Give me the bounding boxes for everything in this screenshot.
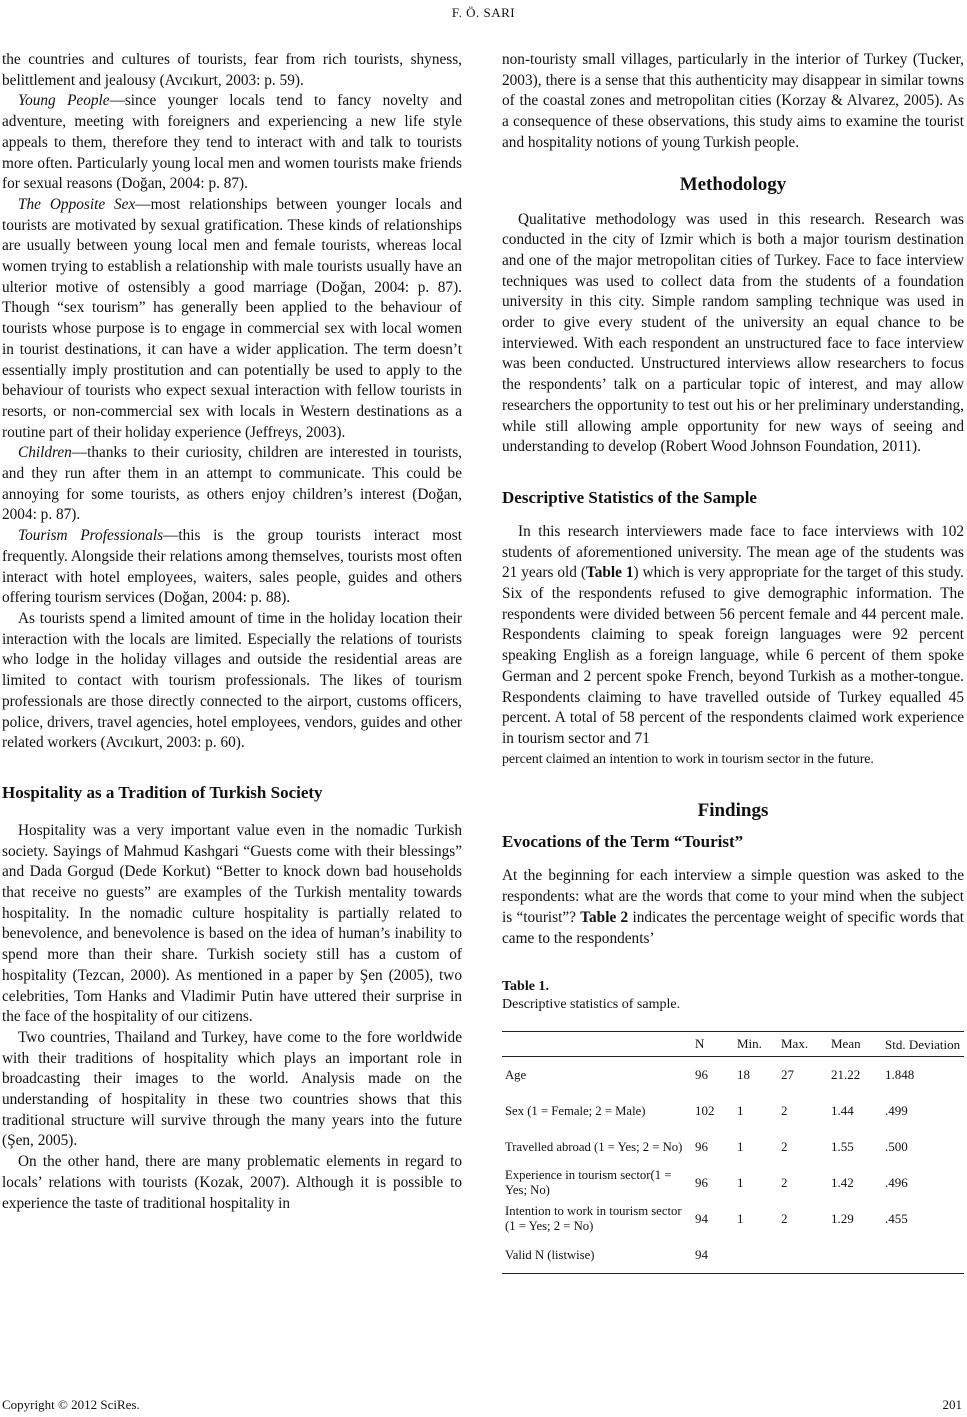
cell-max: 2	[781, 1211, 788, 1227]
paragraph-hospitality-2: Two countries, Thailand and Turkey, have come to the fore worldwide with their traditions of hospitality which plays an important role in broadcasting their images to the world. Analysis made on the understanding of hospitality in these two countries shows that this traditional structure will survive through the many years into the future (Şen, 2005).	[2, 1028, 462, 1150]
cell-n: 102	[695, 1103, 715, 1119]
paragraph-continued: non-touristy small villages, particularly in the interior of Turkey (Tucker, 2003), there is a sense that this authenticity may disappear in similar towns of the coastal zones and metropolitan cities (Korzay & Alvarez, 2005). As a consequence of these observations, this study aims to examine the tourist and hospitality notions of young Turkish people.	[502, 51, 964, 151]
table-row	[502, 1093, 964, 1129]
term-children: Children	[18, 444, 72, 462]
cell-sd: .499	[885, 1103, 908, 1119]
cell-sd: .500	[885, 1139, 908, 1155]
cell-n: 94	[692, 1237, 734, 1274]
paragraph-young-people	[2, 91, 462, 195]
findings-text-a: At the beginning for each interview a simple question was asked to the respondents: what are the words that come to your mind when the subject is “tourist”?	[502, 867, 964, 926]
cell-min: 18	[737, 1067, 750, 1083]
opposite-sex-text: —most relationships between younger locals and tourists are motivated by sexual gratification. These kinds of relationships are usually between young local men and female tourists, whereas local women trying to establish a relationship with male tourists usually have an ulterior motive of ostensibly a good marriage (Doğan, 2004: p. 87). Though “sex tourism” has generally been applied to the behaviour of tourists whose purpose is to engage in commercial sex with local women in tourist destinations, it can have a wider application. The term doesn’t essentially imply prostitution and can potentially be used to apply to the behaviour of tourists who expect sexual interaction with fellow tourists in resorts, or non-commercial sex with locals in Western destinations as a routine part of their holiday experience (Jeffreys, 2003).	[2, 195, 462, 441]
cell-max	[778, 1237, 828, 1274]
paragraph-descriptive	[502, 522, 964, 750]
left-column	[2, 50, 462, 1214]
cell-mean: 1.29	[831, 1211, 854, 1227]
descriptive-text-b: ) which is very appropriate for the target of this study. Six of the respondents refused to give demographic information. The respondents were divided between 56 percent female and 44 percent male. Respondents claiming to speak foreign languages were 92 percent speaking English as a foreign language, while 6 percent of them spoke German and 2 percent spoke French, beyond Turkish as a mother-tongue. Respondents claiming to have travelled outside of Turkey equalled 45 percent. A total of 58 percent of the respondents claimed work experience in tourism sector and 71	[502, 564, 965, 747]
page-number: 201	[942, 1397, 962, 1412]
table-header-std-deviation: Std. Deviation	[882, 1032, 964, 1057]
cell-min: 1	[737, 1175, 744, 1191]
cell-n: 94	[695, 1211, 708, 1227]
row-label: Sex (1 = Female; 2 = Male)	[505, 1103, 646, 1118]
cell-min: 1	[737, 1211, 744, 1227]
subsection-heading-evocations: Evocations of the Term “Tourist”	[502, 832, 744, 852]
term-tourism-professionals: Tourism Professionals	[18, 527, 164, 545]
row-label: Experience in tourism sector(1 = Yes; No)	[505, 1168, 672, 1198]
section-heading-findings: Findings	[697, 800, 769, 822]
paragraph-opposite-sex	[2, 195, 462, 443]
paragraph-intro: the countries and cultures of tourists, fear from rich tourists, shyness, belittlement and jealousy (Avcıkurt, 2003: p. 59).	[2, 51, 462, 89]
cell-max: 2	[781, 1139, 788, 1155]
cell-max: 27	[781, 1067, 794, 1083]
paragraph-limited-time: As tourists spend a limited amount of time in the holiday location their interaction with the locals are limited. Especially the relations of tourists who lodge in the holiday villages and outside the residential areas are limited to contact with tourism professionals. The likes of tourism professionals are those directly connected to the airport, customs officers, police, drivers, travel agencies, hotel employees, vendors, guides and other related workers (Avcıkurt, 2003: p. 60).	[2, 609, 462, 752]
paragraph-tourism-professionals	[2, 526, 462, 609]
table-row	[502, 1129, 964, 1165]
paragraph-hospitality-1: Hospitality was a very important value even in the nomadic Turkish society. Sayings of Mahmud Kashgari “Guests come with their blessings” and Dada Gorgud (Dede Korkut) “Better to knock down bad households that receive no guests” are examples of the Turkish mentality towards hospitality. In the nomadic culture hospitality is partially related to benevolence, and benevolence is based on the idea of human’s inability to spend more than their share. Turkish society still has a custom of hospitality (Tezcan, 2000). As mentioned in a paper by Şen (2005), two celebrities, Tom Hanks and Vladimir Putin have uttered their surprise in the face of the hospitality of our citizens.	[2, 821, 462, 1026]
descriptive-text-a: In this research interviewers made face to face interviews with 102 students of aforementioned university. The mean age of the students was 21 years old (	[502, 522, 964, 582]
row-label: Age	[505, 1067, 527, 1082]
section-heading-descriptive: Descriptive Statistics of the Sample	[502, 487, 757, 507]
cell-min	[734, 1237, 778, 1274]
table-header-row	[502, 1032, 964, 1057]
cell-sd: .496	[885, 1175, 908, 1191]
cell-sd	[882, 1237, 964, 1274]
table-header-min: Min.	[734, 1032, 778, 1057]
cell-sd: .455	[885, 1211, 908, 1227]
cell-mean: 1.55	[831, 1139, 854, 1155]
findings-text-b: indicates the percentage weight of specific words that came to the respondents’	[502, 908, 964, 947]
row-label: Travelled abroad (1 = Yes; 2 = No)	[505, 1139, 683, 1154]
cell-min: 1	[737, 1103, 744, 1119]
cell-mean: 1.42	[831, 1175, 854, 1191]
paragraph-descriptive-last: percent claimed an intention to work in tourism sector in the future.	[502, 751, 874, 767]
children-text: —thanks to their curiosity, children are interested in tourists, and they run after them in an attempt to communicate. This could be annoying for some tourists, as others enjoy children’s interest (Doğan, 2004: p. 87).	[2, 444, 462, 524]
table-row	[502, 1201, 964, 1237]
cell-n: 96	[695, 1067, 708, 1083]
copyright-notice: Copyright © 2012 SciRes.	[2, 1397, 140, 1412]
cell-min: 1	[737, 1139, 744, 1155]
paragraph-children	[2, 443, 462, 526]
table-header-blank	[502, 1032, 692, 1057]
paragraph-hospitality-3: On the other hand, there are many problematic elements in regard to locals’ relations with tourists (Kozak, 2007). Although it is possible to experience the taste of traditional hospitality in	[2, 1153, 462, 1212]
cell-sd: 1.848	[885, 1067, 915, 1083]
paragraph-findings	[502, 866, 964, 949]
cell-max: 2	[781, 1175, 788, 1191]
cell-n: 96	[695, 1139, 708, 1155]
table-label: Table 1.	[502, 979, 549, 995]
running-head: F. Ö. SARI	[451, 5, 516, 20]
table-row	[502, 1237, 964, 1274]
table-header-max: Max.	[778, 1032, 828, 1057]
right-column	[502, 50, 964, 1274]
cell-max: 2	[781, 1103, 788, 1119]
term-young-people: Young People	[18, 92, 110, 110]
table-1-block	[502, 979, 964, 1274]
table-row	[502, 1165, 964, 1201]
section-heading-hospitality: Hospitality as a Tradition of Turkish Society	[2, 782, 323, 802]
descriptive-statistics-table	[502, 1031, 964, 1274]
table-header-mean: Mean	[828, 1032, 882, 1057]
row-label: Valid N (listwise)	[502, 1237, 692, 1274]
table-caption: Descriptive statistics of sample.	[502, 997, 681, 1013]
section-heading-methodology: Methodology	[679, 173, 787, 195]
cell-mean: 1.44	[831, 1103, 854, 1119]
term-opposite-sex: The Opposite Sex	[18, 195, 136, 213]
cell-mean: 21.22	[831, 1067, 861, 1083]
cell-mean	[828, 1237, 882, 1274]
cell-n: 96	[695, 1175, 708, 1191]
table-header-n: N	[692, 1032, 734, 1057]
paragraph-methodology: Qualitative methodology was used in this research. Research was conducted in the city of Izmir which is both a major tourism destination and one of the major metropolitan cities of Turkey. Face to face interview techniques was used to collect data from the students of a foundation university in this city. Simple random sampling technique was used in order to give every student of the university an equal chance to be interviewed. With each respondent an unstructured face to face interview was been conducted. Unstructured interviews allow researchers to focus the respondents’ talk on a particular topic of interest, and may allow researchers the opportunity to test out his or her preliminary understanding, while still allowing ample opportunity for new ways of seeing and understanding to develop (Robert Wood Johnson Foundation, 2011).	[502, 210, 964, 456]
table-2-reference: Table 2	[580, 908, 629, 926]
tourism-professionals-text: —this is the group tourists interact most frequently. Alongside their relations among themselves, tourists most often interact with hotel employees, waiters, sales people, guides and others offering tourism services (Doğan, 2004: p. 88).	[2, 527, 462, 607]
row-label: Intention to work in tourism sector (1 = Yes; 2 = No)	[505, 1204, 682, 1234]
table-1-reference: Table 1	[585, 564, 634, 582]
young-people-text: —since younger locals tend to fancy novelty and adventure, meeting with foreigners and experiencing a new life style appeals to them, therefore they tend to interact with and talk to tourists more often. Particularly young local men and women tourists make friends for sexual reasons (Doğan, 2004: p. 87).	[2, 92, 462, 193]
table-row	[502, 1057, 964, 1094]
